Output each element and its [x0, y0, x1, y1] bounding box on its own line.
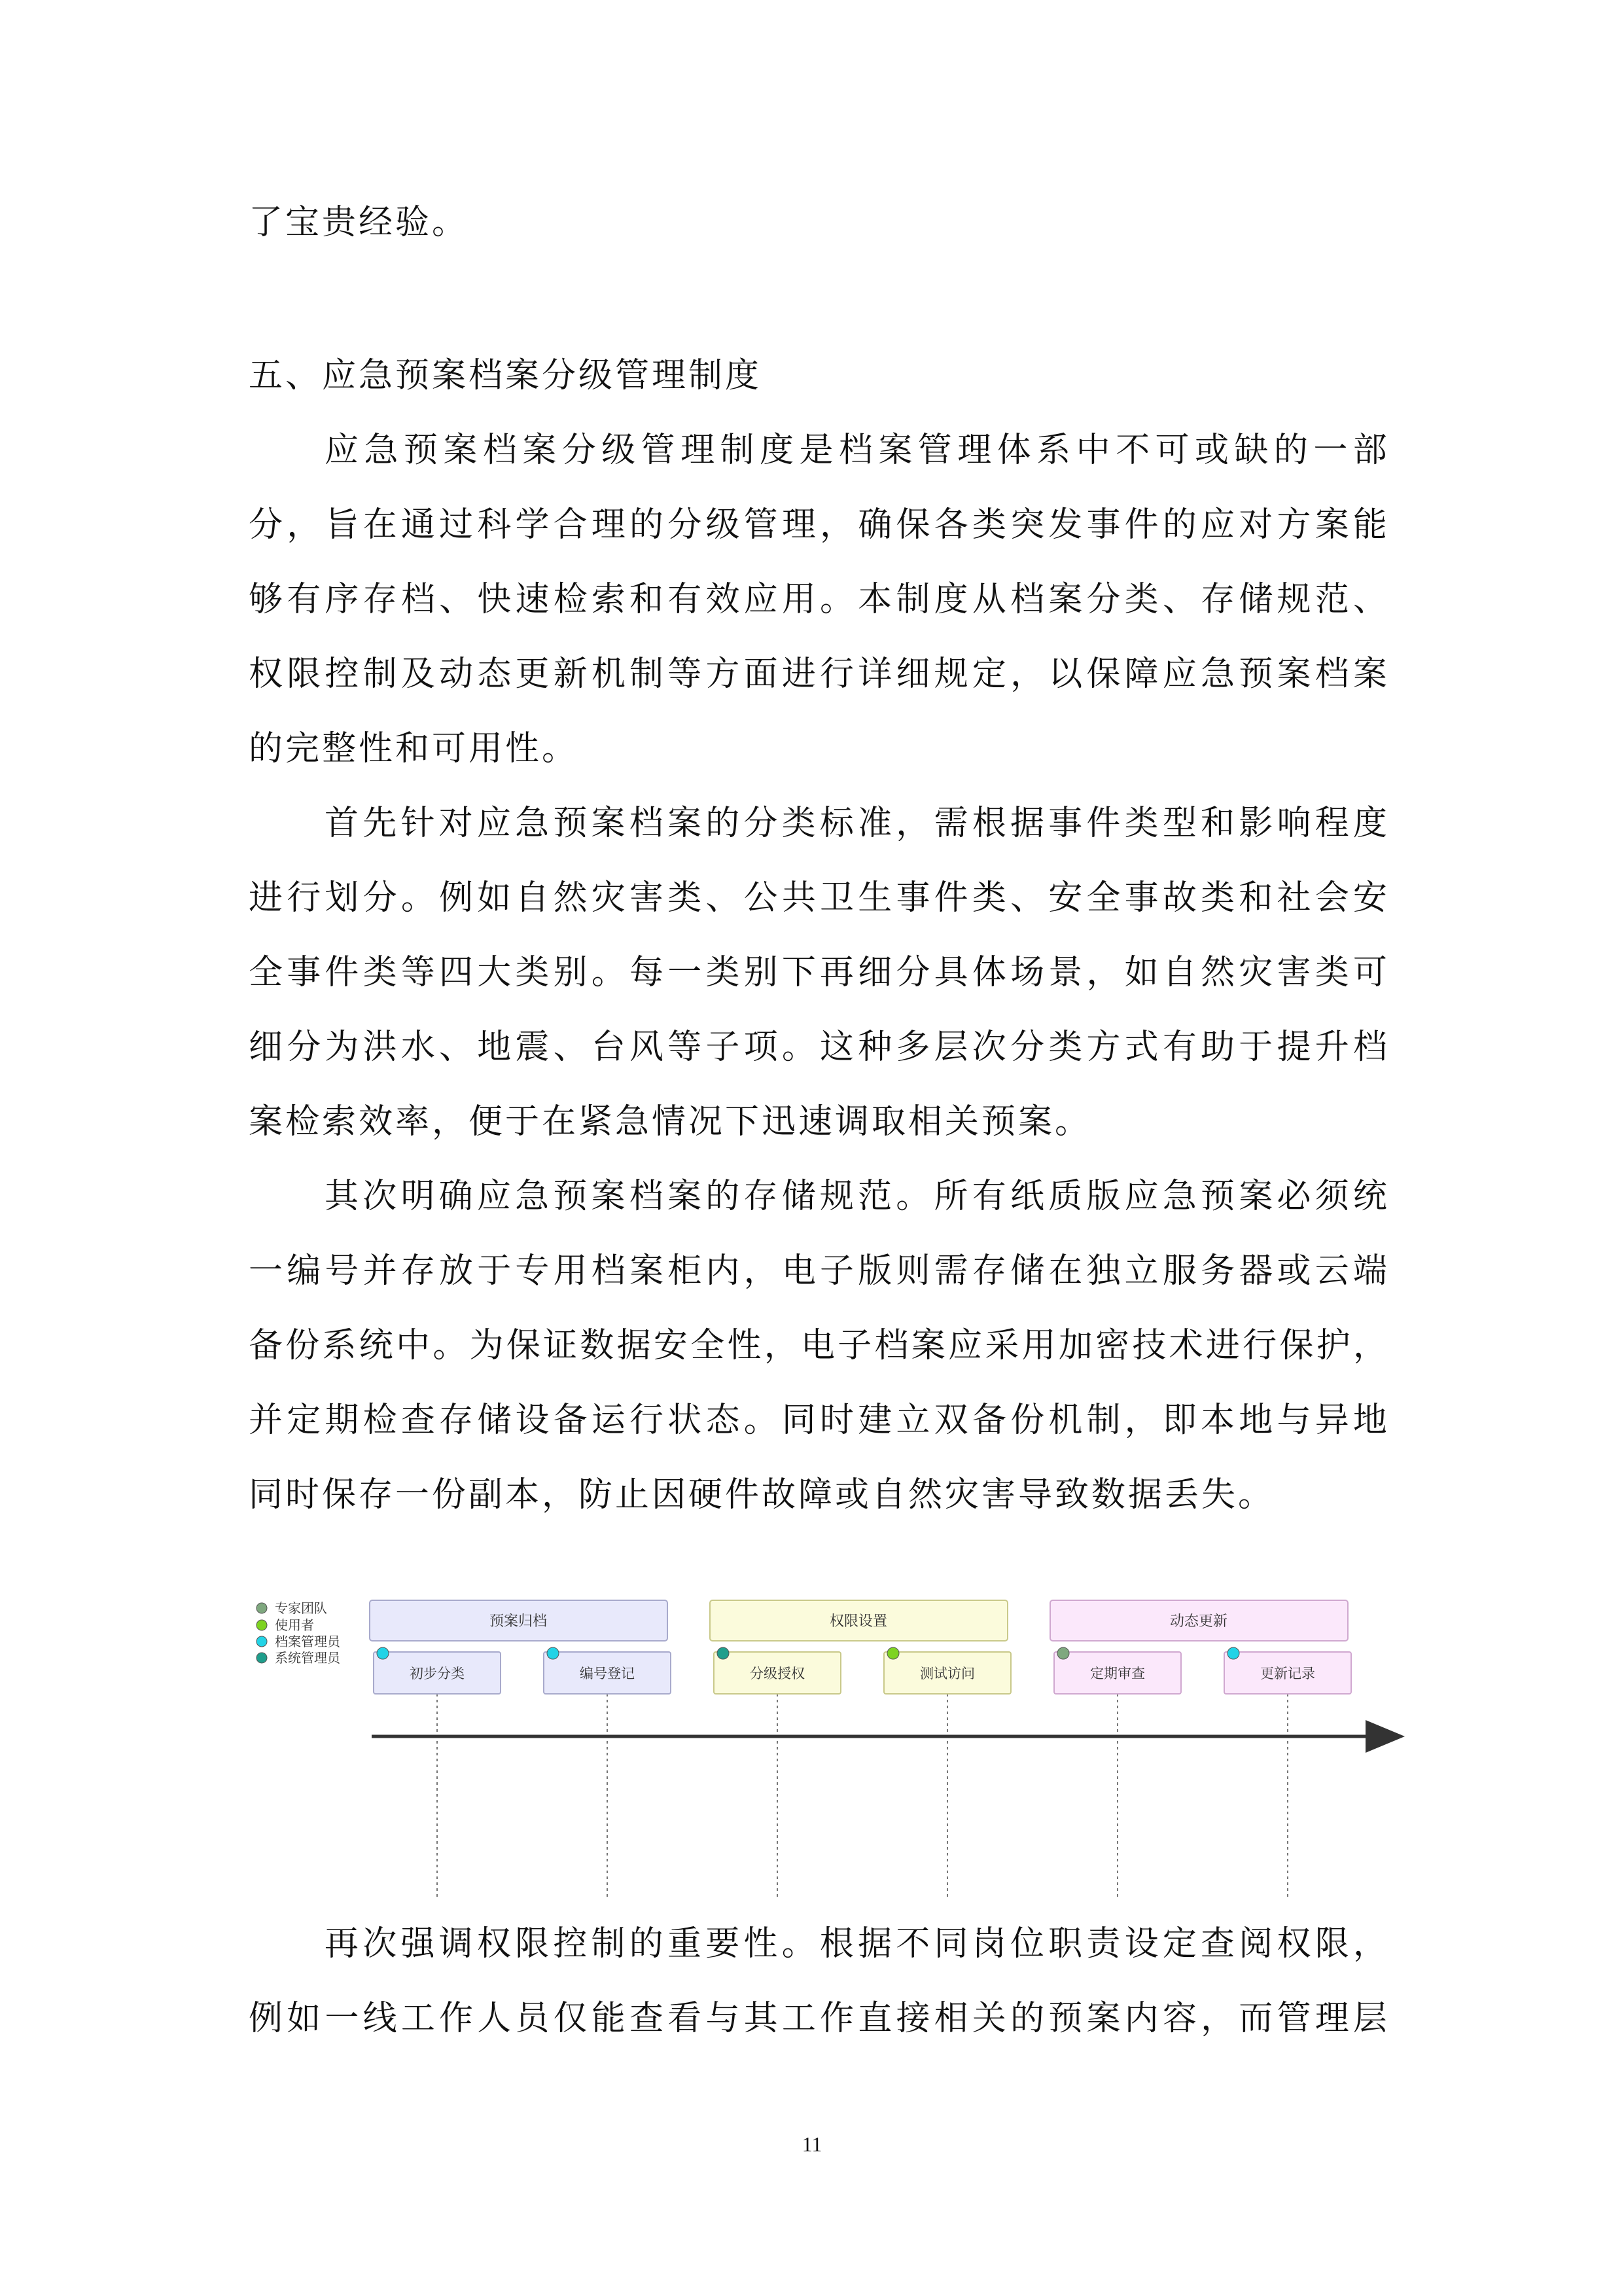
phase-label-permission: 权限设置 [829, 1613, 888, 1630]
task-label: 定期审查 [1090, 1666, 1145, 1681]
paragraph-line: 例 如 一 线 工 作 人 员 仅 能 查 看 与 其 工 作 直 接 相 关 的 预 案 内 容 ， 而 管 理 层 [249, 1999, 1387, 2038]
paragraph-line: 并 定 期 检 查 存 储 设 备 运 行 状 态 。 同 时 建 立 双 备 份 机 制 ， 即 本 地 与 异 地 [249, 1401, 1387, 1440]
task-role-dot [1057, 1647, 1069, 1659]
task-update-record [1224, 1647, 1351, 1694]
paragraph-line: 首 先 针 对 应 急 预 案 档 案 的 分 类 标 准 ， 需 根 据 事 件 类 型 和 影 响 程 度 [325, 804, 1387, 843]
legend-dot-sysadmin [256, 1653, 267, 1663]
legend-dot-user [256, 1620, 267, 1630]
legend-dot-expert [256, 1603, 267, 1613]
task-test-access [884, 1647, 1011, 1694]
task-label: 分级授权 [750, 1666, 805, 1681]
task-initial-classification [374, 1647, 501, 1694]
paragraph-line: 进 行 划 分 。 例 如 自 然 灾 害 类 、 公 共 卫 生 事 件 类 、 安 全 事 故 类 和 社 会 安 [249, 878, 1387, 918]
phase-label-update: 动态更新 [1169, 1613, 1228, 1630]
task-role-dot [717, 1647, 729, 1659]
timeline-guides [437, 1694, 1288, 1898]
task-tiered-authorization [714, 1647, 841, 1694]
paragraph-line: 再 次 强 调 权 限 控 制 的 重 要 性 。 根 据 不 同 岗 位 职 责 设 定 查 阅 权 限 ， [325, 1924, 1387, 1964]
task-label: 测试访问 [920, 1666, 975, 1681]
section-title-text: 五、应急预案档案分级管理制度 [249, 356, 762, 395]
paragraph-line: 的完整性和可用性。 [249, 729, 579, 768]
legend-label-expert: 专家团队 [275, 1600, 327, 1616]
task-role-dot [377, 1647, 389, 1659]
paragraph-line: 一 编 号 并 存 放 于 专 用 档 案 柜 内 ， 电 子 版 则 需 存 储 在 独 立 服 务 器 或 云 端 [249, 1251, 1387, 1291]
paragraph-line: 同时保存一份副本，防止因硬件故障或自然灾害导致数据丢失。 [249, 1475, 1275, 1515]
legend-label-user: 使用者 [275, 1617, 314, 1633]
legend-dot-archivist [256, 1636, 267, 1647]
task-label: 更新记录 [1260, 1666, 1315, 1681]
workflow-diagram [252, 1597, 1417, 1918]
task-label: 编号登记 [580, 1666, 635, 1681]
continuation-line: 了宝贵经验。 [249, 203, 469, 242]
task-role-dot [1227, 1647, 1239, 1659]
legend-label-archivist: 档案管理员 [275, 1634, 340, 1649]
phase-label-archive: 预案归档 [489, 1613, 548, 1630]
task-role-dot [547, 1647, 559, 1659]
paragraph-line: 细 分 为 洪 水 、 地 震 、 台 风 等 子 项 。 这 种 多 层 次 分 类 方 式 有 助 于 提 升 档 [249, 1028, 1387, 1067]
task-role-dot [887, 1647, 899, 1659]
paragraph-line: 应 急 预 案 档 案 分 级 管 理 制 度 是 档 案 管 理 体 系 中 不 可 或 缺 的 一 部 [325, 431, 1387, 470]
task-number-registration [544, 1647, 671, 1694]
diagram-legend [256, 1600, 342, 1666]
page-number: 11 [802, 2132, 822, 2156]
paragraph-line: 其 次 明 确 应 急 预 案 档 案 的 存 储 规 范 。 所 有 纸 质 版 应 急 预 案 必 须 统 [325, 1177, 1387, 1216]
paragraph-line: 分 ， 旨 在 通 过 科 学 合 理 的 分 级 管 理 ， 确 保 各 类 突 发 事 件 的 应 对 方 案 能 [249, 505, 1387, 545]
task-label: 初步分类 [410, 1666, 465, 1681]
paragraph-line: 权 限 控 制 及 动 态 更 新 机 制 等 方 面 进 行 详 细 规 定 ， 以 保 障 应 急 预 案 档 案 [249, 655, 1387, 694]
paragraph-line: 够 有 序 存 档 、 快 速 检 索 和 有 效 应 用 。 本 制 度 从 档 案 分 类 、 存 储 规 范 、 [249, 580, 1387, 619]
paragraph-line: 案检索效率，便于在紧急情况下迅速调取相关预案。 [249, 1102, 1092, 1141]
paragraph-line: 全 事 件 类 等 四 大 类 别 。 每 一 类 别 下 再 细 分 具 体 场 景 ， 如 自 然 灾 害 类 可 [249, 953, 1387, 992]
task-periodic-review [1054, 1647, 1181, 1694]
paragraph-line: 备 份 系 统 中 。 为 保 证 数 据 安 全 性 ， 电 子 档 案 应 采 用 加 密 技 术 进 行 保 护 ， [249, 1326, 1387, 1365]
legend-label-sysadmin: 系统管理员 [275, 1650, 340, 1666]
